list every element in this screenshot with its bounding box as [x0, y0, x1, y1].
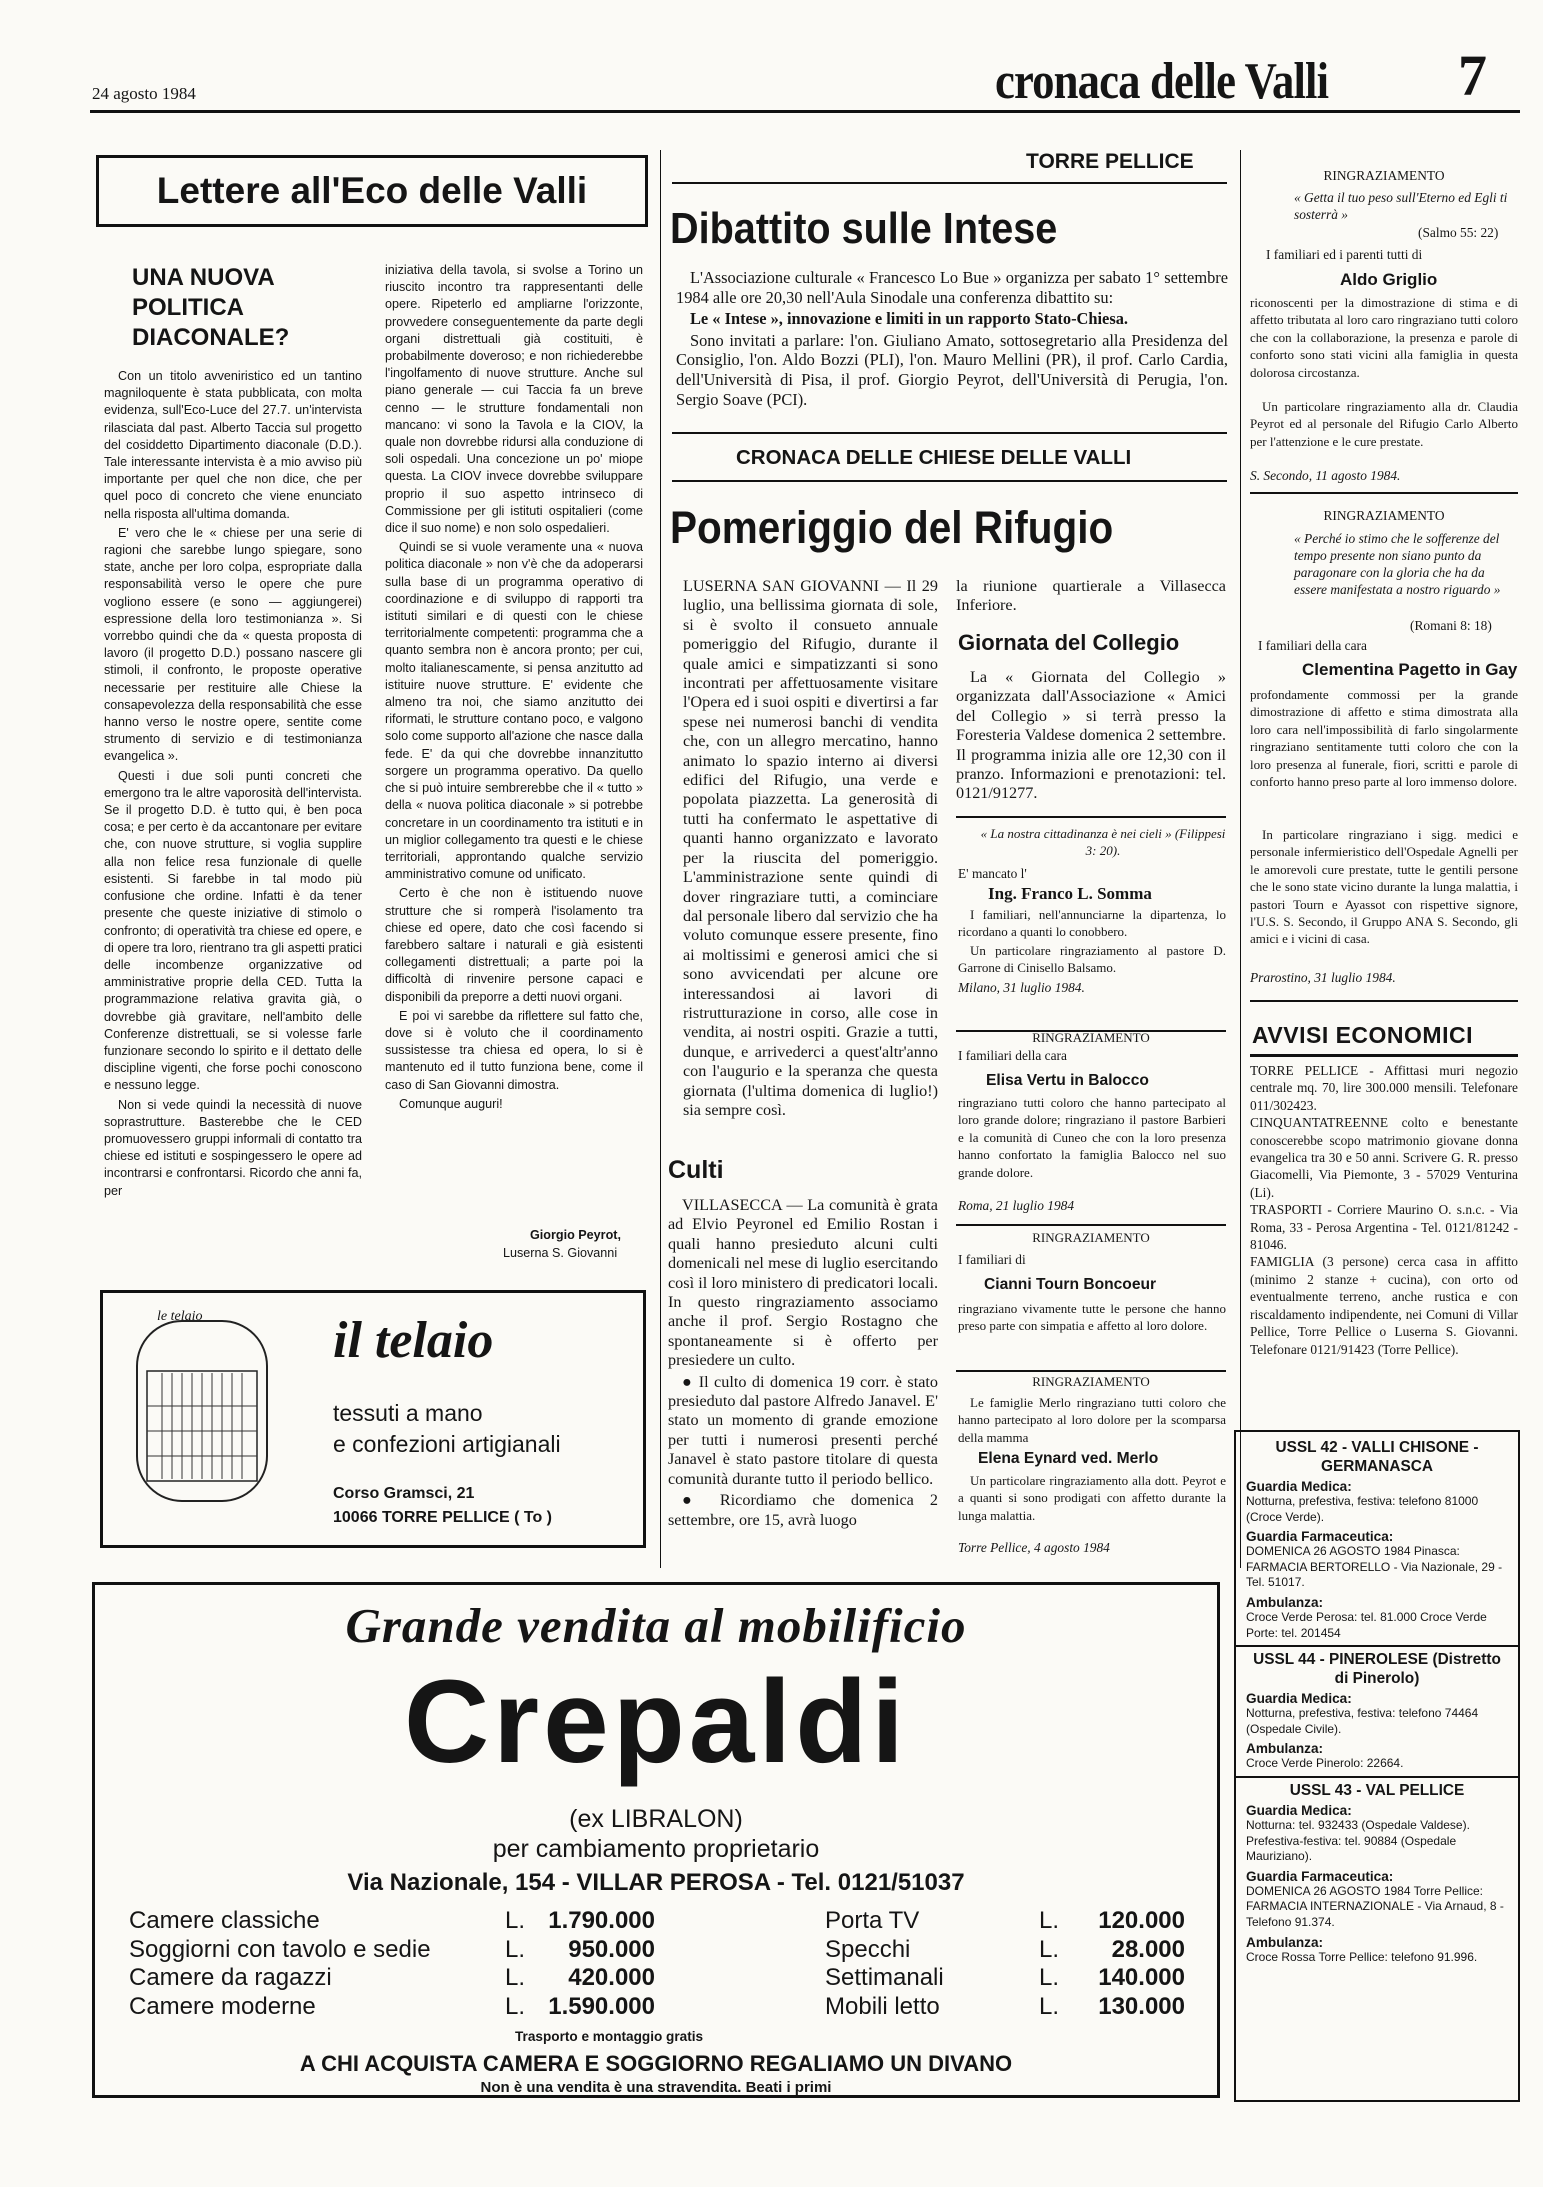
- avvisi-list: [1250, 1062, 1518, 1428]
- griglio-label: RINGRAZIAMENTO: [1323, 168, 1445, 183]
- price-list-left: [129, 1907, 559, 2021]
- somma-thanks: Un particolare ringraziamento al pastore D. Garrone di Cinisello Balsamo.: [958, 943, 1226, 976]
- price-values-left: [535, 1907, 655, 2021]
- section-title: cronaca delle Valli: [995, 53, 1329, 110]
- crepaldi-ex: (ex LIBRALON): [569, 1805, 743, 1833]
- riunione-text: la riunione quartierale a Villasecca Inferiore.: [956, 577, 1226, 615]
- crepaldi-offer: A CHI ACQUISTA CAMERA E SOGGIORNO REGALIAMO UN DIVANO: [299, 2051, 1013, 2076]
- somma-place: Milano, 31 luglio 1984.: [958, 980, 1085, 995]
- avvisi-rule: [1250, 1054, 1518, 1057]
- crepaldi-tagline-top: Grande vendita al mobilificio: [345, 1598, 967, 1653]
- tourn-intro: I familiari di: [958, 1252, 1026, 1267]
- gay-body: profondamente commossi per la grande dimostrazione di affetto e stima dimostrata alla loro cara nell'impossibilità di farlo singolarmente ringraziano sentitamente tutti coloro che con la loro presenza al funerale, fiori, scritti e parole di conforto hanno preso parte al loro immenso dolore.: [1250, 687, 1518, 790]
- somma-intro: E' mancato l': [958, 866, 1027, 881]
- vertu-name: Elisa Vertu in Balocco: [986, 1072, 1149, 1089]
- crepaldi-brand: Crepaldi: [403, 1656, 909, 1788]
- culti-paragraph: ● Il culto di domenica 19 corr. è stato presieduto dal pastore Alfredo Janavel. E' stato un momento di grande emozione per tutti i numerosi presenti perché Janavel è stato pastore titolare di questa comunità durante tutto il periodo bellico.: [668, 1372, 938, 1488]
- ussl-text: DOMENICA 26 AGOSTO 1984 Pinasca: FARMACIA BERTORELLO - Via Nazionale, 29 - Tel. 51017.: [1246, 1544, 1503, 1590]
- ussl-43-title: USSL 43 - VAL PELLICE: [1289, 1781, 1465, 1799]
- price-list-right: [825, 1907, 1065, 2021]
- price-value: 1.590.000: [548, 1992, 655, 2020]
- price-item: Settimanali: [825, 1964, 944, 1991]
- merlo-place: Torre Pellice, 4 agosto 1984: [958, 1540, 1110, 1555]
- price-item: Porta TV: [825, 1907, 920, 1934]
- intese-topic: Le « Intese », innovazione e limiti in un rapporto Stato-Chiesa.: [690, 309, 1129, 329]
- collegio-headline: Giornata del Collegio: [958, 630, 1180, 655]
- price-row: [825, 1907, 1065, 1936]
- culti-headline: Culti: [668, 1156, 724, 1184]
- letter-paragraph: Quindi se si vuole veramente una « nuova politica diaconale » non v'è che da adoperarsi sulla base di un programma operativo di coordinazione e di sviluppo di rapporti tra istituti similari e di questi con le chiese territorialmente competenti: programma che a quanto sembra non è ancora pronto; per cui, molto italianescamente, si pensa anzitutto ad istituire nuove strutture. E' evidente che almeno tra noi, che siamo anzitutto dei riformati, le strutture contano poco, e valgono solo come supporto all'azione che nasce dalla fede. E' da qui che dovrebbe innanzitutto sorgere un programma operativo. Da quello che si può intuire sembrerebbe che il « tutto » della « nuova politica diaconale » si potrebbe concretare in un coordinamento tra istituti e in un miglior collegamento tra questi e le chiese territoriali, approntando qualche servizio amministrativo comune od unificato.: [385, 540, 643, 882]
- price-item: Camere moderne: [129, 1992, 316, 2020]
- vertu-rule: [956, 1224, 1226, 1226]
- telaio-address-1: Corso Gramsci, 21: [333, 1485, 475, 1502]
- letter-paragraph: E' vero che le « chiese per una serie di ragioni che sarebbe lungo spiegare, sono state, anche per loro colpa, espropriate dalla responsabilità verso le opere che pure vogliono essere (e sono — aggiungerei) espressione della loro testimonianza ». Si vorrebbo quindi che da « questa proposta di lavoro (il progetto D.D.) possano nascere gli stimoli, il confronto, le proposte operative necessarie per restituire alle Chiese la consapevolezza della responsabilità che esse hanno verso le nostre opere, sentite come strumento di servizio e di testimonianza evangelica ».: [104, 525, 362, 764]
- letter-paragraph: Questi i due soli punti concreti che emergono tra le altre vaporosità dell'intervista. Se il progetto D.D. è tutto qui, è ben poca cosa; e per certo è da accantonare per evitare che, con nuove strutture, si voglia supplire alla non felice resa funzionale di quelle esistenti. Si farebbe in tal modo più confusione che ordine. Infatti è da tener presente che queste iniziative di stimolo o confronto; di operatività tra chiese ed opere, e di opere tra loro, rientrano tra gli aspetti pratici delle incombenze organizzative od amministrative proprie della CED. Tutta la programmazione relativa gravita già, o dovrebbe già gravitare, nell'ambito delle Conferenze distrettuali, se si volesse farle funzionare secondo lo spirito e il dettato delle discipline vigenti, che forse pochi conoscono e nessuno legge.: [104, 768, 362, 1093]
- griglio-thanks: Un particolare ringraziamento alla dr. Claudia Peyrot ed al personale del Rifugio Carlo Alberto per l'attenzione e le cure prestate.: [1250, 399, 1518, 449]
- vertu-place: Roma, 21 luglio 1984: [958, 1198, 1075, 1213]
- telaio-name: il telaio: [333, 1312, 494, 1369]
- ussl-text: Notturna, prefestiva, festiva: telefono 81000 (Croce Verde).: [1246, 1494, 1479, 1524]
- rifugio-headline: Pomeriggio del Rifugio: [670, 502, 1114, 553]
- ussl-heading: Guardia Medica:: [1246, 1691, 1352, 1707]
- gay-name: Clementina Pagetto in Gay: [1302, 660, 1518, 679]
- cronaca-kicker-rule: [672, 480, 1227, 482]
- telaio-line-2: e confezioni artigianali: [333, 1431, 561, 1457]
- price-value: 420.000: [568, 1964, 655, 1991]
- price-row: [825, 1993, 1065, 2022]
- ussl-divider: [1236, 1645, 1518, 1647]
- cronaca-kicker: CRONACA DELLE CHIESE DELLE VALLI: [736, 446, 1132, 469]
- collegio-article: La « Giornata del Collegio » organizzata dall'Associazione « Amici del Collegio » si terrà presso la Foresteria Valdese domenica 2 settembre. Il programma inizia alle ore 12,30 con il pranzo. Informazioni e prenotazioni: tel. 0121/91277.: [956, 668, 1226, 803]
- somma-body: I familiari, nell'annunciarne la dipartenza, lo ricordano a quanti lo conobbero.: [958, 907, 1226, 940]
- letter-signature-name: Giorgio Peyrot,: [530, 1228, 621, 1242]
- gay-quote: « Perché io stimo che le sofferenze del tempo presente non siano punto da paragonare con la gloria che ha da essere manifestata a nostro riguardo »: [1294, 531, 1501, 597]
- rifugio-article: LUSERNA SAN GIOVANNI — Il 29 luglio, una bellissima giornata di sole, si è svolto il consueto annuale pomeriggio del Rifugio, durante il quale amici e simpatizzanti si sono incontrati per affettuosamente visitare l'Opera ed i suoi ospiti e divertirsi a far spese nei numerosi banchi di vendita che, con un allegro mercatino, hanno animato lo spazio interno ai diversi edifici del Rifugio, una verde e popolata piazzetta. La generosità di tutti ha confermato le aspettative di quanti hanno organizzato e lavorato per la riuscita del pomeriggio. L'amministrazione sente quindi di dover ringraziare tutti, a cominciare dal personale libero dal servizio che ha voluto comunque essere presente, fino ai moltissimi e generosi amici che si sono avvicendati per alcune ore interessandosi ai lavori di ristrutturazione in corso, alle cose in vendita, ai nostri ospiti. Grazie a tutti, dunque, e arrivederci a quest'altr'anno con l'augurio e la speranza che questa giornata (l'ultima domenica di luglio!) sia sempre così.: [683, 577, 938, 1119]
- letters-header-box: [96, 155, 648, 227]
- ussl-text: Croce Verde Perosa: tel. 81.000 Croce Verde Porte: tel. 201454: [1246, 1609, 1487, 1640]
- price-value: 130.000: [1098, 1992, 1185, 2020]
- price-row: [825, 1936, 1065, 1965]
- merlo-intro: Le famiglie Merlo ringraziano tutti coloro che hanno partecipato al loro dolore per la scomparsa della mamma: [958, 1395, 1226, 1445]
- price-currency: L.: [1039, 1964, 1060, 1991]
- letter-paragraph: Comunque auguri!: [399, 1096, 503, 1111]
- intese-headline: Dibattito sulle Intese: [670, 204, 1058, 253]
- tourn-body: ringraziano vivamente tutte le persone che hanno preso parte con simpatia e affetto al loro dolore.: [958, 1301, 1226, 1334]
- crepaldi-reason: per cambiamento proprietario: [492, 1835, 820, 1863]
- vertu-intro: I familiari della cara: [958, 1048, 1067, 1063]
- telaio-ad: [100, 1290, 646, 1548]
- griglio-body: riconoscenti per la dimostrazione di stima e di affetto tributata al loro caro ringraziano tutti coloro che con la collaborazione, la presenza e parole di conforto sono stati vicini alla famiglia in questa dolorosa circostanza.: [1250, 295, 1518, 380]
- telaio-address-2: 10066 TORRE PELLICE ( To ): [333, 1509, 553, 1526]
- price-row: [129, 1993, 559, 2022]
- telaio-line-1: tessuti a mano: [333, 1400, 483, 1426]
- gay-thanks: In particolare ringraziano i sigg. medici e personale infermieristico dell'Ospedale Agnelli per le amorevoli cure prestate, tutte le gentili persone che le sono state vicino durante la lunga malattia, i pastori Tourn e Ayassot con rispettive signore, l'U.S. S. Secondo, il Gruppo ANA S. Secondo, gli amici e i vicini di casa.: [1250, 827, 1518, 947]
- letter-paragraph: Certo è che non è istituendo nuove strutture che si romperà l'isolamento tra chiese ed opere, dato che così facendo si farebbero saltare i naturali e già esistenti collegamenti distrettuali; a parte poi la difficoltà di rinvenire persone capaci e disponibili da preporre a detti nuovi organi.: [385, 886, 643, 1004]
- ussl-42-title: USSL 42 - VALLI CHISONE - GERMANASCA: [1275, 1439, 1479, 1475]
- cronaca-top-rule: [672, 432, 1227, 434]
- avviso-item: TRASPORTI - Corriere Maurino O. s.n.c. - Via Roma, 33 - Perosa Argentina - Tel. 0121/81242 - 81046.: [1250, 1202, 1518, 1253]
- crepaldi-trasporto: Trasporto e montaggio gratis: [515, 2029, 704, 2044]
- ussl-text: DOMENICA 26 AGOSTO 1984 Torre Pellice: FARMACIA INTERNAZIONALE - Via Arnaud, 8 - Telefono 91.374.: [1246, 1883, 1504, 1929]
- merlo-label: RINGRAZIAMENTO: [1032, 1374, 1150, 1389]
- griglio-ref: (Salmo 55: 22): [1418, 225, 1499, 240]
- letter-column-2: [385, 262, 643, 1220]
- ussl-44-title: USSL 44 - PINEROLESE (Distretto di Pinerolo): [1253, 1651, 1501, 1688]
- intese-body: [676, 268, 1228, 411]
- griglio-name: Aldo Griglio: [1340, 270, 1438, 289]
- issue-date: 24 agosto 1984: [92, 84, 196, 103]
- price-value: 1.790.000: [548, 1907, 655, 1934]
- masthead-rule: [90, 110, 1520, 113]
- merlo-body: Un particolare ringraziamento alla dott. Peyrot e a quanti si sono prodigati con affetto durante la lunga malattia.: [958, 1473, 1226, 1523]
- ussl-divider: [1236, 1776, 1518, 1778]
- letter-paragraph: iniziativa della tavola, si svolse a Torino un riuscito incontro tra rappresentanti delle opere. Ripeterlo ed ampliarne l'orizzonte, provvedere conseguentemente da parte degli organi distrettuali già costituiti, è probabilmente doveroso; e non richiederebbe l'ingolfamento di nuove strutture. Anche sul piano generale — cui Taccia fa un breve cenno — le strutture fondamentali non mancano: vi sono la Tavola e la CIOV, la quale non dovrebbe ridursi alla conduzione di soli ospedali. Una concezione un po' miope questa. La CIOV invece dovrebbe sviluppare proprio il suo aspetto intrinseco di Commissione per gli istituti ospitalieri (come dice il suo nome) e non solo ospedalieri.: [385, 263, 643, 536]
- price-value: 120.000: [1098, 1907, 1185, 1934]
- telaio-logo-script: le telaio: [157, 1309, 203, 1324]
- ussl-text: Notturna, prefestiva, festiva: telefono 74464 (Ospedale Civile).: [1246, 1706, 1479, 1736]
- price-item: Soggiorni con tavolo e sedie: [129, 1935, 431, 1963]
- price-row: [129, 1907, 559, 1936]
- gay-intro: I familiari della cara: [1258, 638, 1367, 653]
- column-rule: [1240, 150, 1241, 1568]
- somma-quote: « La nostra cittadinanza è nei cieli » (Filippesi 3: 20).: [980, 826, 1226, 858]
- ussl-heading: Guardia Farmaceutica:: [1246, 1529, 1394, 1545]
- price-values-right: [1055, 1907, 1185, 2021]
- price-currency: L.: [505, 1992, 526, 2020]
- ussl-heading: Ambulanza:: [1246, 1594, 1324, 1610]
- price-item: Camere da ragazzi: [129, 1964, 332, 1991]
- price-row: [129, 1964, 559, 1993]
- avviso-item: TORRE PELLICE - Affittasi muri negozio centrale mq. 70, lire 300.000 mensili. Telefonare 011/302423.: [1250, 1063, 1518, 1113]
- avviso-item: CINQUANTATREENNE colto e benestante conoscerebbe scopo matrimonio giovane donna evangelica tra 30 e 50 anni. Scrivere G. R. presso Giacomelli, Via Piemonte, 3 - 57029 Venturina (Li).: [1250, 1115, 1518, 1200]
- ussl-heading: Guardia Medica:: [1246, 1479, 1352, 1494]
- price-item: Specchi: [825, 1935, 911, 1963]
- griglio-quote: « Getta il tuo peso sull'Eterno ed Egli ti sosterrà »: [1294, 190, 1508, 222]
- letter-column-1: [104, 368, 362, 1278]
- ussl-box: [1234, 1430, 1520, 2102]
- letters-header: Lettere all'Eco delle Valli: [156, 170, 588, 211]
- collegio-rule: [956, 816, 1226, 818]
- tourn-name: Cianni Tourn Boncoeur: [984, 1276, 1157, 1293]
- letter-paragraph: Non si vede quindi la necessità di nuove soprastrutture. Basterebbe che le CED promuovessero gruppi informali di contatto tra chiese ed istituti e sospingessero le opere ad incontrarsi e confrontarsi. Ricordo che anni fa, per: [104, 1097, 362, 1198]
- letter-signature-place: Luserna S. Giovanni: [503, 1246, 618, 1260]
- price-value: 140.000: [1098, 1964, 1185, 1991]
- ussl-text: Croce Rossa Torre Pellice: telefono 91.996.: [1246, 1949, 1478, 1964]
- vertu-body: ringraziano tutti coloro che hanno partecipato al loro grande dolore; ringraziano il pastore Barbieri e la comunità di Cuneo che con la loro presenza hanno confortato la famiglia Balocco nel suo grande dolore.: [958, 1095, 1226, 1180]
- page-number: 7: [1458, 43, 1487, 108]
- gay-label: RINGRAZIAMENTO: [1323, 508, 1445, 523]
- culti-article: [668, 1196, 938, 1569]
- price-item: Camere classiche: [129, 1907, 320, 1934]
- letter-paragraph: E poi vi sarebbe da riflettere sul fatto che, dove si è voluto che il coordinamento sussistesse tra chiesa ed opera, lo si è mantenuto ed il tutto funziona bene, come il caso di San Giovanni dimostra.: [385, 1008, 643, 1092]
- ussl-heading: Guardia Farmaceutica:: [1246, 1868, 1394, 1884]
- letter-headline: UNA NUOVA POLITICA DIACONALE?: [132, 264, 290, 351]
- ussl-heading: Ambulanza:: [1246, 1934, 1324, 1950]
- avvisi-header: AVVISI ECONOMICI: [1252, 1022, 1473, 1048]
- griglio-intro: I familiari ed i parenti tutti di: [1266, 247, 1423, 262]
- column-rule: [660, 150, 661, 1568]
- gay-rule: [1250, 1000, 1518, 1002]
- ussl-heading: Guardia Medica:: [1246, 1802, 1352, 1818]
- culti-paragraph: VILLASECCA — La comunità è grata ad Elvio Peyronel ed Emilio Rostan i quali hanno presieduto alcuni culti domenicali nel mese di luglio esercitando così il loro ministero di predicatori locali. In questo ringraziamento associamo anche il prof. Sergio Rostagno che spontaneamente si è offerto per presiedere un culto.: [668, 1196, 938, 1370]
- somma-name: Ing. Franco L. Somma: [988, 884, 1152, 903]
- griglio-rule: [1250, 492, 1518, 494]
- crepaldi-ad: [92, 1582, 1220, 2098]
- price-row: [129, 1936, 559, 1965]
- gay-place: Prarostino, 31 luglio 1984.: [1250, 970, 1396, 985]
- merlo-name: Elena Eynard ved. Merlo: [978, 1450, 1159, 1467]
- vertu-label: RINGRAZIAMENTO: [1032, 1030, 1150, 1045]
- intese-kicker: TORRE PELLICE: [1026, 150, 1194, 173]
- price-currency: L.: [505, 1964, 526, 1991]
- ussl-heading: Ambulanza:: [1246, 1741, 1324, 1757]
- letter-paragraph: Con un titolo avveniristico ed un tantino magniloquente è stata pubblicata, con molta evidenza, sull'Eco-Luce del 27.7. un'intervista rilasciata dal past. Alberto Taccia sul progetto del cosiddetto Dipartimento diaconale (D.D.). Tale interessante intervista è a mio avviso più importante per quel che non dice, che per quel poco di concreto che viene enunciato nella risposta all'ultima domanda.: [104, 369, 362, 521]
- loom-illustration: [117, 1311, 293, 1511]
- price-currency: L.: [1039, 1992, 1060, 2020]
- crepaldi-footer: Non è una vendita è una stravendita. Beati i primi: [480, 2079, 832, 2096]
- ussl-text: Notturna: tel. 932433 (Ospedale Valdese). Prefestiva-festiva: tel. 90884 (Ospedale Mauriziano).: [1246, 1817, 1470, 1864]
- price-value: 950.000: [568, 1935, 655, 1963]
- intese-kicker-rule: [672, 182, 1227, 184]
- tourn-label: RINGRAZIAMENTO: [1032, 1230, 1150, 1245]
- intese-paragraph: L'Associazione culturale « Francesco Lo Bue » organizza per sabato 1° settembre 1984 alle ore 20,30 nell'Aula Sinodale una conferenza dibattito su:: [676, 268, 1228, 307]
- griglio-place: S. Secondo, 11 agosto 1984.: [1250, 468, 1401, 483]
- price-currency: L.: [505, 1935, 526, 1963]
- crepaldi-address: Via Nazionale, 154 - VILLAR PEROSA - Tel. 0121/51037: [347, 1869, 965, 1896]
- tourn-rule: [956, 1370, 1226, 1372]
- price-item: Mobili letto: [825, 1992, 940, 2020]
- gay-ref: (Romani 8: 18): [1410, 618, 1492, 633]
- ussl-text: Croce Verde Pinerolo: 22664.: [1246, 1756, 1404, 1771]
- price-row: [825, 1964, 1065, 1993]
- price-currency: L.: [1039, 1935, 1060, 1963]
- price-value: 28.000: [1111, 1935, 1185, 1963]
- intese-paragraph: Sono invitati a parlare: l'on. Giuliano Amato, sottosegretario alla Presidenza del Consiglio, l'on. Aldo Bozzi (PLI), l'on. Mauro Mellini (PR), il prof. Carlo Cardia, dell'Università di Pisa, il prof. Giorgio Peyrot, dell'Università di Perugia, l'on. Sergio Soave (PCI).: [676, 330, 1228, 409]
- price-currency: L.: [1039, 1907, 1060, 1934]
- culti-paragraph: ● Ricordiamo che domenica 2 settembre, ore 15, avrà luogo: [668, 1491, 938, 1529]
- avviso-item: FAMIGLIA (3 persone) cerca casa in affitto (minimo 2 stanze + cucina), con orto od eventualmente terreno, anche rustica e con riscaldamento indipendente, nei Comuni di Villar Pellice, Torre Pellice o Luserna S. Giovanni. Telefonare 0121/91423 (Torre Pellice).: [1250, 1254, 1518, 1357]
- price-currency: L.: [505, 1907, 526, 1934]
